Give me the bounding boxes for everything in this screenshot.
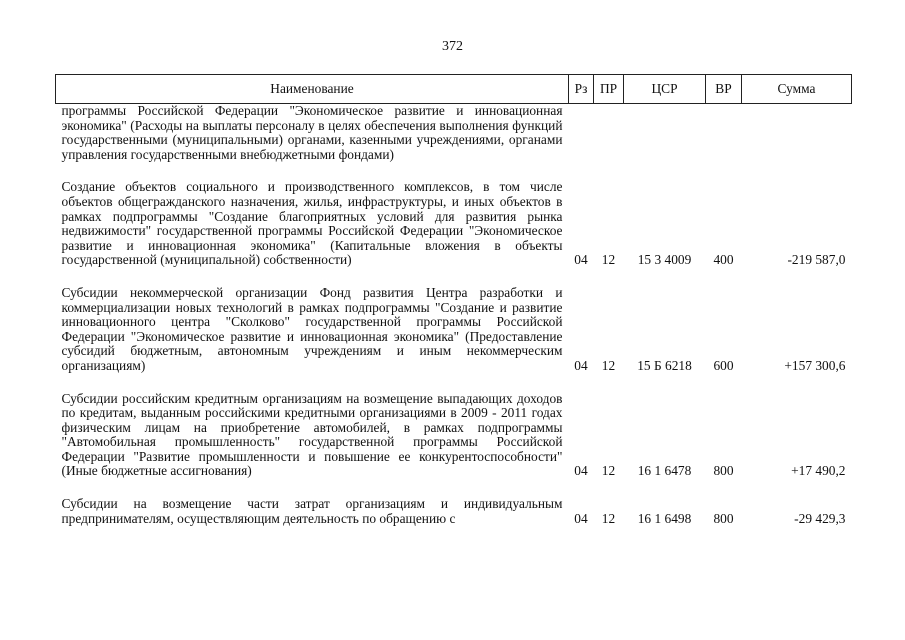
page-number: 372 <box>442 39 463 54</box>
row-sum: -219 587,0 <box>787 252 846 268</box>
table-row <box>56 374 852 480</box>
header-csr: ЦСР <box>624 75 706 104</box>
header-rz: Рз <box>569 75 594 104</box>
row-pr: 12 <box>601 252 616 268</box>
row-csr: 16 1 6478 <box>637 463 692 479</box>
row-pr: 12 <box>601 510 616 526</box>
budget-table <box>55 74 852 526</box>
row-csr: 15 Б 6218 <box>637 357 692 373</box>
header-pr: ПР <box>594 75 624 104</box>
header-sum: Сумма <box>742 75 852 104</box>
row-pr: 12 <box>601 357 616 373</box>
row-vr: 400 <box>713 252 734 268</box>
row-vr: 600 <box>713 357 734 373</box>
row-sum <box>742 104 852 163</box>
table-row <box>56 162 852 268</box>
table-row <box>56 268 852 374</box>
row-sum: +157 300,6 <box>784 357 846 373</box>
row-rz: 04 <box>574 252 588 268</box>
row-vr: 800 <box>713 510 734 526</box>
row-name: Субсидии на возмещение части затрат организациям и индивидуальным предпринимателям, осуществляющим деятельность по обращению с <box>61 496 563 526</box>
row-rz <box>569 104 594 163</box>
row-name: Субсидии российским кредитным организациям на возмещение выпадающих доходов по кредитам, выданным российскими кредитными организациями в 2009 - 2011 годах физическим лицам на приобретение автомобилей, в рамках подпрограммы "Автомобильная промышленность" государственной программы Российской Федерации "Развитие промышленности и повышение ее конкурентоспособности" (Иные бюджетные ассигнования) <box>61 390 563 479</box>
row-sum: -29 429,3 <box>794 510 846 526</box>
row-rz: 04 <box>574 463 588 479</box>
row-vr: 800 <box>713 463 734 479</box>
table-row <box>56 479 852 526</box>
row-pr <box>594 104 624 163</box>
row-pr: 12 <box>601 463 616 479</box>
row-sum: +17 490,2 <box>791 463 846 479</box>
row-name: Субсидии некоммерческой организации Фонд развития Центра разработки и коммерциализации новых технологий в рамках подпрограммы "Создание и развитие инновационного центра "Сколково" государственной программы Российской Федерации "Экономическое развитие и инновационная экономика" (Предоставление субсидий бюджетным, автономным учреждениям и иным некоммерческим организациям) <box>61 284 563 373</box>
row-name: Создание объектов социального и производственного комплексов, в том числе объектов общегражданского назначения, жилья, инфраструктуры, и иных объектов в рамках подпрограммы "Создание благоприятных условий для развития рынка недвижимости" государственной программы Российской Федерации "Экономическое развитие и инновационная экономика" (Капитальные вложения в объекты государственной (муниципальной) собственности) <box>61 179 563 268</box>
row-csr <box>624 104 706 163</box>
header-name: Наименование <box>56 75 569 104</box>
row-name: программы Российской Федерации "Экономическое развитие и инновационная экономика" (Расходы на выплаты персоналу в целях обеспечения выполнения функций государственными (муниципальными) органами, казенными учреждениями, органами управления государственными внебюджетными фондами) <box>61 103 563 162</box>
table-header-row <box>56 75 852 104</box>
row-rz: 04 <box>574 510 588 526</box>
table-row <box>56 104 852 163</box>
row-rz: 04 <box>574 357 588 373</box>
row-vr <box>706 104 742 163</box>
row-csr: 15 3 4009 <box>637 252 692 268</box>
header-vr: ВР <box>706 75 742 104</box>
row-csr: 16 1 6498 <box>637 510 692 526</box>
